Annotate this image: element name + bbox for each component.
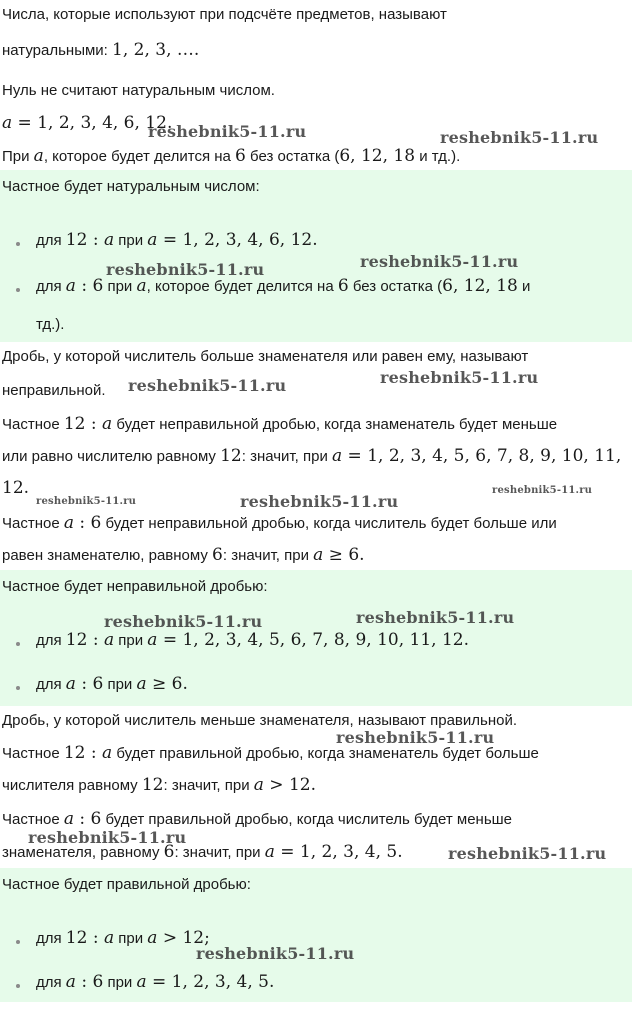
- box-title: Частное будет неправильной дробью:: [2, 578, 268, 595]
- highlight-box-natural: [0, 170, 632, 342]
- watermark: reshebnik5-11.ru: [28, 828, 187, 847]
- highlight-box-improper: [0, 570, 632, 706]
- paragraph-12-a-improper: Частное 12 : a будет неправильной дробью, когда знаменатель будет меньше: [2, 414, 558, 434]
- paragraph-12-a-proper: Частное 12 : a будет правильной дробью, когда знаменатель будет больше: [2, 743, 539, 763]
- bullet-icon: [16, 242, 20, 246]
- paragraph-natural-def-cont: натуральными: 1, 2, 3, ….: [2, 40, 200, 60]
- watermark: reshebnik5-11.ru: [360, 252, 519, 271]
- list-item: для 12 : a при a > 12;: [36, 928, 210, 948]
- paragraph-12-a-proper-cont: числителя равному 12: значит, при a > 12.: [2, 775, 316, 795]
- paragraph-proper-def: Дробь, у которой числитель меньше знаменателя, называют правильной.: [2, 712, 517, 729]
- box-title: Частное будет натуральным числом:: [2, 178, 260, 195]
- bullet-icon: [16, 288, 20, 292]
- watermark: reshebnik5-11.ru: [148, 122, 307, 141]
- paragraph-12-a-improper-cont: или равно числителю равному 12: значит, при a = 1, 2, 3, 4, 5, 6, 7, 8, 9, 10, 11,: [2, 446, 622, 466]
- bullet-icon: [16, 686, 20, 690]
- paragraph-natural-def: Числа, которые используют при подсчёте предметов, называют: [2, 6, 447, 23]
- watermark: reshebnik5-11.ru: [36, 496, 137, 507]
- list-item: для a : 6 при a, которое будет делится на 6 без остатка (6, 12, 18 и: [36, 276, 531, 296]
- watermark: reshebnik5-11.ru: [356, 608, 515, 627]
- paragraph-improper-def: Дробь, у которой числитель больше знаменателя или равен ему, называют: [2, 348, 529, 365]
- paragraph-zero: Нуль не считают натуральным числом.: [2, 82, 275, 99]
- bullet-icon: [16, 940, 20, 944]
- list-item: для 12 : a при a = 1, 2, 3, 4, 6, 12.: [36, 230, 318, 250]
- list-item-cont: тд.).: [36, 316, 65, 333]
- bullet-icon: [16, 642, 20, 646]
- watermark: reshebnik5-11.ru: [128, 376, 287, 395]
- watermark: reshebnik5-11.ru: [106, 260, 265, 279]
- highlight-box-proper: [0, 868, 632, 1002]
- list-item: для 12 : a при a = 1, 2, 3, 4, 5, 6, 7, 8, 9, 10, 11, 12.: [36, 630, 470, 650]
- bullet-icon: [16, 984, 20, 988]
- paragraph-a-6-proper: Частное a : 6 будет правильной дробью, когда числитель будет меньше: [2, 809, 513, 829]
- paragraph-a-divisible: При a, которое будет делится на 6 без остатка (6, 12, 18 и тд.).: [2, 146, 461, 166]
- formula-a-values: a = 1, 2, 3, 4, 6, 12.: [2, 113, 173, 133]
- watermark: reshebnik5-11.ru: [240, 492, 399, 511]
- paragraph-a-6-improper: Частное a : 6 будет неправильной дробью, когда числитель будет больше или: [2, 513, 557, 533]
- watermark: reshebnik5-11.ru: [380, 368, 539, 387]
- watermark: reshebnik5-11.ru: [440, 128, 599, 147]
- box-title: Частное будет правильной дробью:: [2, 876, 251, 893]
- list-item: для a : 6 при a = 1, 2, 3, 4, 5.: [36, 972, 275, 992]
- watermark: reshebnik5-11.ru: [448, 844, 607, 863]
- list-item: для a : 6 при a ≥ 6.: [36, 674, 188, 694]
- paragraph-improper-def-cont: неправильной.: [2, 382, 106, 399]
- paragraph-a-6-proper-cont: знаменателя, равному 6: значит, при a = 1, 2, 3, 4, 5.: [2, 842, 403, 862]
- watermark: reshebnik5-11.ru: [492, 485, 593, 496]
- paragraph-12-a-improper-cont2: 12.: [2, 478, 30, 498]
- paragraph-a-6-improper-cont: равен знаменателю, равному 6: значит, при a ≥ 6.: [2, 545, 365, 565]
- watermark: reshebnik5-11.ru: [104, 612, 263, 631]
- watermark: reshebnik5-11.ru: [336, 728, 495, 747]
- watermark: reshebnik5-11.ru: [196, 944, 355, 963]
